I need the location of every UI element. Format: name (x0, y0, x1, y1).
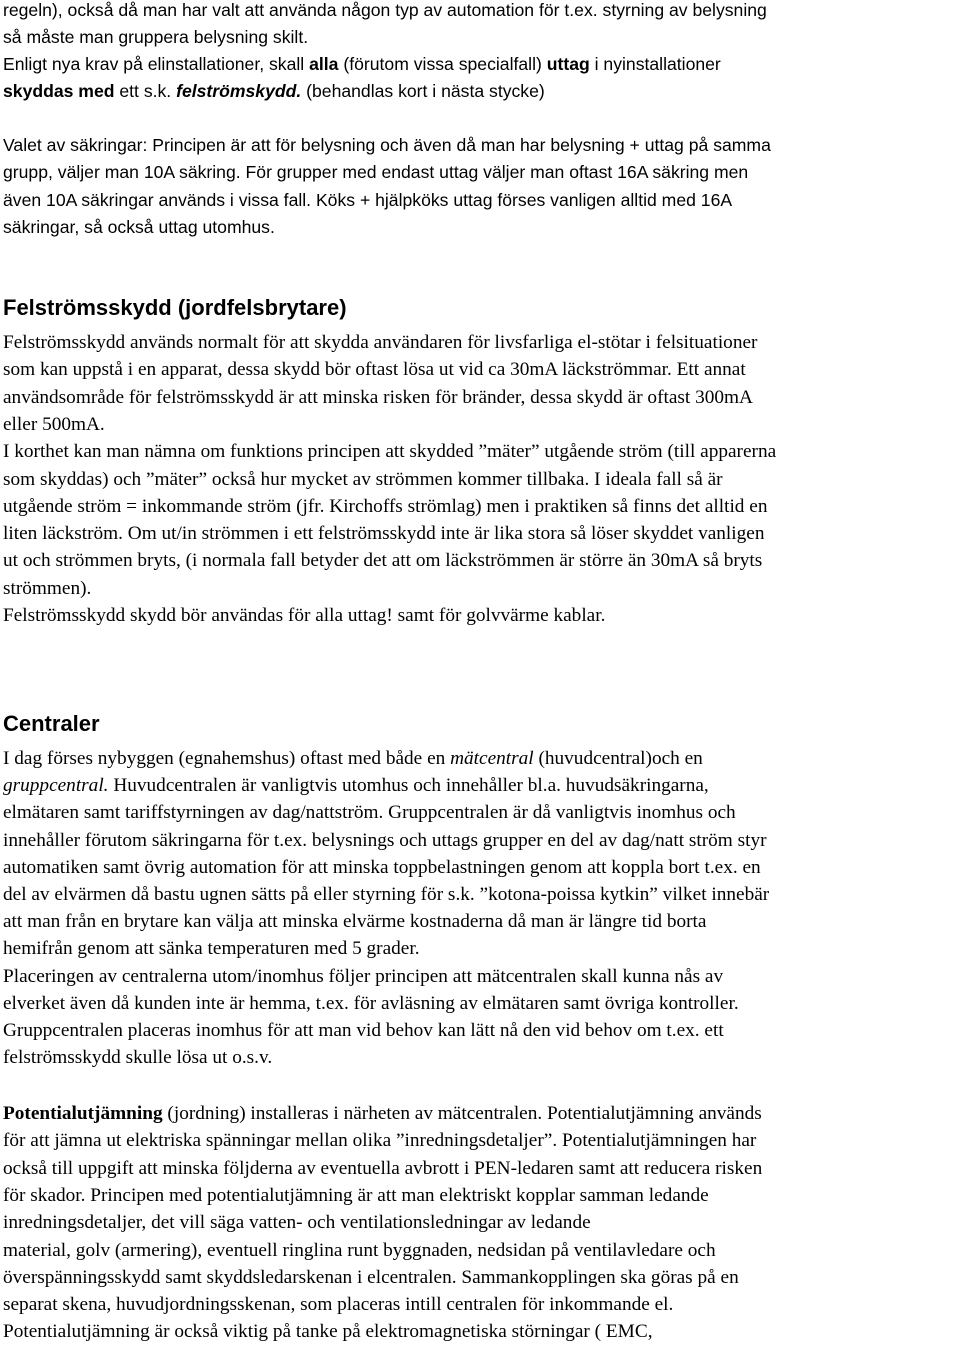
text-run: för att jämna ut elektriska spänningar mellan olika ”inredningsdetaljer”. Potentialutjämningen har (3, 1130, 757, 1152)
text-line (3, 1209, 591, 1236)
text-line (3, 772, 709, 799)
text-line (3, 1291, 673, 1318)
text-run: I dag förses nybyggen (egnahemshus) oftast med både en (3, 748, 451, 769)
text-line: utgående ström = inkommande ström (jfr. Kirchoffs strömlag) men i praktiken så finns det alltid en (3, 495, 768, 517)
text-run: att man från en brytare kan välja att minska elvärme kostnaderna då man är längre tid borta (3, 911, 707, 933)
text-run: inredningsdetaljer, det vill säga vatten- och ventilationsledningar av ledande (3, 1212, 591, 1234)
text-line (3, 745, 703, 772)
text-line (3, 963, 723, 990)
text-run: Huvudcentralen är vanligtvis utomhus och innehåller bl.a. huvudsäkringarna, (108, 775, 709, 797)
text-run: regeln), också då man har valt att använda någon typ av automation för t.ex. styrning av belysning (3, 0, 767, 20)
text-line: Felströmsskydd används normalt för att skydda användaren för livsfarliga el-stötar i felsituationer (3, 332, 758, 353)
text-run: (jordning) installeras i närheten av mätcentralen. Potentialutjämning används (162, 1103, 762, 1124)
text-line: liten läckström. Om ut/in strömmen i ett felströmsskydd inte är lika stora så löser skyddet vanligen (3, 523, 765, 545)
emphasis-term: uttag (546, 54, 590, 74)
text-run: ett s.k. (114, 81, 177, 101)
text-line (3, 1100, 762, 1127)
text-line (3, 881, 769, 908)
emphasis-term: felströmskydd. (176, 81, 302, 101)
text-run: överspänningsskydd samt skyddsledarskenan i elcentralen. Sammankopplingen ska göras på en (3, 1266, 739, 1288)
text-run: hemifrån genom att sänka temperaturen med 5 grader. (3, 938, 420, 960)
text-run: elmätaren samt tariffstyrningen av dag/nattström. Gruppcentralen är då vanligtvis inomhus och (3, 802, 736, 824)
text-line (3, 51, 721, 78)
text-line (3, 1182, 709, 1209)
emphasis-term: alla (309, 54, 339, 74)
text-line (3, 1044, 272, 1071)
text-run: (förutom vissa specialfall) (338, 54, 547, 74)
text-run: separat skena, huvudjordningsskenan, som placeras intill centralen för inkommande el. (3, 1294, 674, 1316)
text-run: i nyinstallationer (589, 54, 721, 74)
text-line (3, 1155, 762, 1182)
italic-term: gruppcentral. (3, 775, 109, 797)
text-run: Placeringen av centralerna utom/inomhus följer principen att mätcentralen skall kunna nås av (3, 965, 724, 987)
text-line (3, 1237, 716, 1264)
text-line: säkringar, så också uttag utomhus. (3, 216, 275, 237)
text-line (3, 827, 767, 854)
text-run: Gruppcentralen placeras inomhus för att man vid behov kan lätt nå den vid behov om t.ex. ett (3, 1020, 724, 1041)
text-line (3, 990, 739, 1017)
text-run: (huvudcentral)och en (533, 748, 703, 769)
text-line (3, 0, 767, 24)
text-line (3, 1264, 739, 1291)
text-line: Felströmsskydd skydd bör användas för alla uttag! samt för golvvärme kablar. (3, 605, 606, 626)
text-line: eller 500mA. (3, 413, 105, 435)
text-line: även 10A säkringar används i vissa fall. Köks + hjälpköks uttag förses vanligen alltid med 16A (3, 189, 733, 210)
text-line: Valet av säkringar: Principen är att för belysning och även då man har belysning + uttag på samma (3, 135, 771, 155)
section-heading-centraler: Centraler (3, 711, 100, 736)
text-line (3, 1017, 724, 1044)
text-line (3, 1127, 756, 1154)
text-run: Enligt nya krav på elinstallationer, skall (3, 54, 310, 74)
text-line: grupp, väljer man 10A säkring. För grupper med endast uttag väljer man oftast 16A säkring men (3, 162, 749, 183)
text-line (3, 935, 420, 962)
section-heading-felstrom: Felströmsskydd (jordfelsbrytare) (3, 295, 347, 320)
text-run: felströmsskydd skulle lösa ut o.s.v. (3, 1047, 273, 1069)
text-line: som kan uppstå i en apparat, dessa skydd bör oftast lösa ut vid ca 30mA läckströmmar. Ett annat (3, 359, 746, 381)
text-line (3, 78, 545, 105)
text-run: innehåller förutom säkringarna för t.ex. belysnings och uttags grupper en del av dag/natt ström styr (3, 829, 767, 851)
text-run: del av elvärmen då bastu ugnen sätts på eller styrning för s.k. ”kotona-poissa kytkin” vilket innebär (3, 884, 770, 905)
text-line: I korthet kan man nämna om funktions principen att skydded ”mäter” utgående ström (till apparerna (3, 441, 777, 463)
text-line (3, 24, 308, 51)
text-run: elverket även då kunden inte är hemma, t.ex. för avläsning av elmätaren samt övriga kontroller. (3, 992, 739, 1014)
text-line: som skyddas) och ”mäter” också hur mycket av strömmen kommer tillbaka. I ideala fall så är (3, 468, 723, 490)
text-run: också till uppgift att minska följderna av eventuella avbrott i PEN-ledaren samt att reducera risken (3, 1157, 763, 1179)
emphasis-term: Potentialutjämning (3, 1103, 163, 1124)
text-line: strömmen). (3, 577, 92, 599)
text-run: så måste man gruppera belysning skilt. (3, 27, 309, 47)
text-line: användsområde för felströmsskydd är att minska risken för bränder, dessa skydd är oftast 300mA (3, 386, 753, 408)
text-run: (behandlas kort i nästa stycke) (301, 81, 545, 101)
text-run: material, golv (armering), eventuell ringlina runt byggnaden, nedsidan på ventilavledare och (3, 1239, 716, 1261)
emphasis-term: skyddas med (3, 81, 115, 101)
text-run: Potentialutjämning är också viktig på tanke på elektromagnetiska störningar ( EMC, (3, 1321, 653, 1343)
text-run: för skador. Principen med potentialutjämning är att man elektriskt kopplar samman ledande (3, 1184, 709, 1206)
text-line (3, 1318, 653, 1345)
text-line: ut och strömmen bryts, (i normala fall betyder det att om läckströmmen är större än 30mA så bryts (3, 550, 763, 572)
text-line (3, 908, 706, 935)
text-line (3, 799, 736, 826)
text-run: automatiken samt övrig automation för att minska toppbelastningen genom att koppla bort t.ex. en (3, 856, 761, 878)
text-line (3, 854, 761, 881)
italic-term: mätcentral (450, 748, 534, 769)
